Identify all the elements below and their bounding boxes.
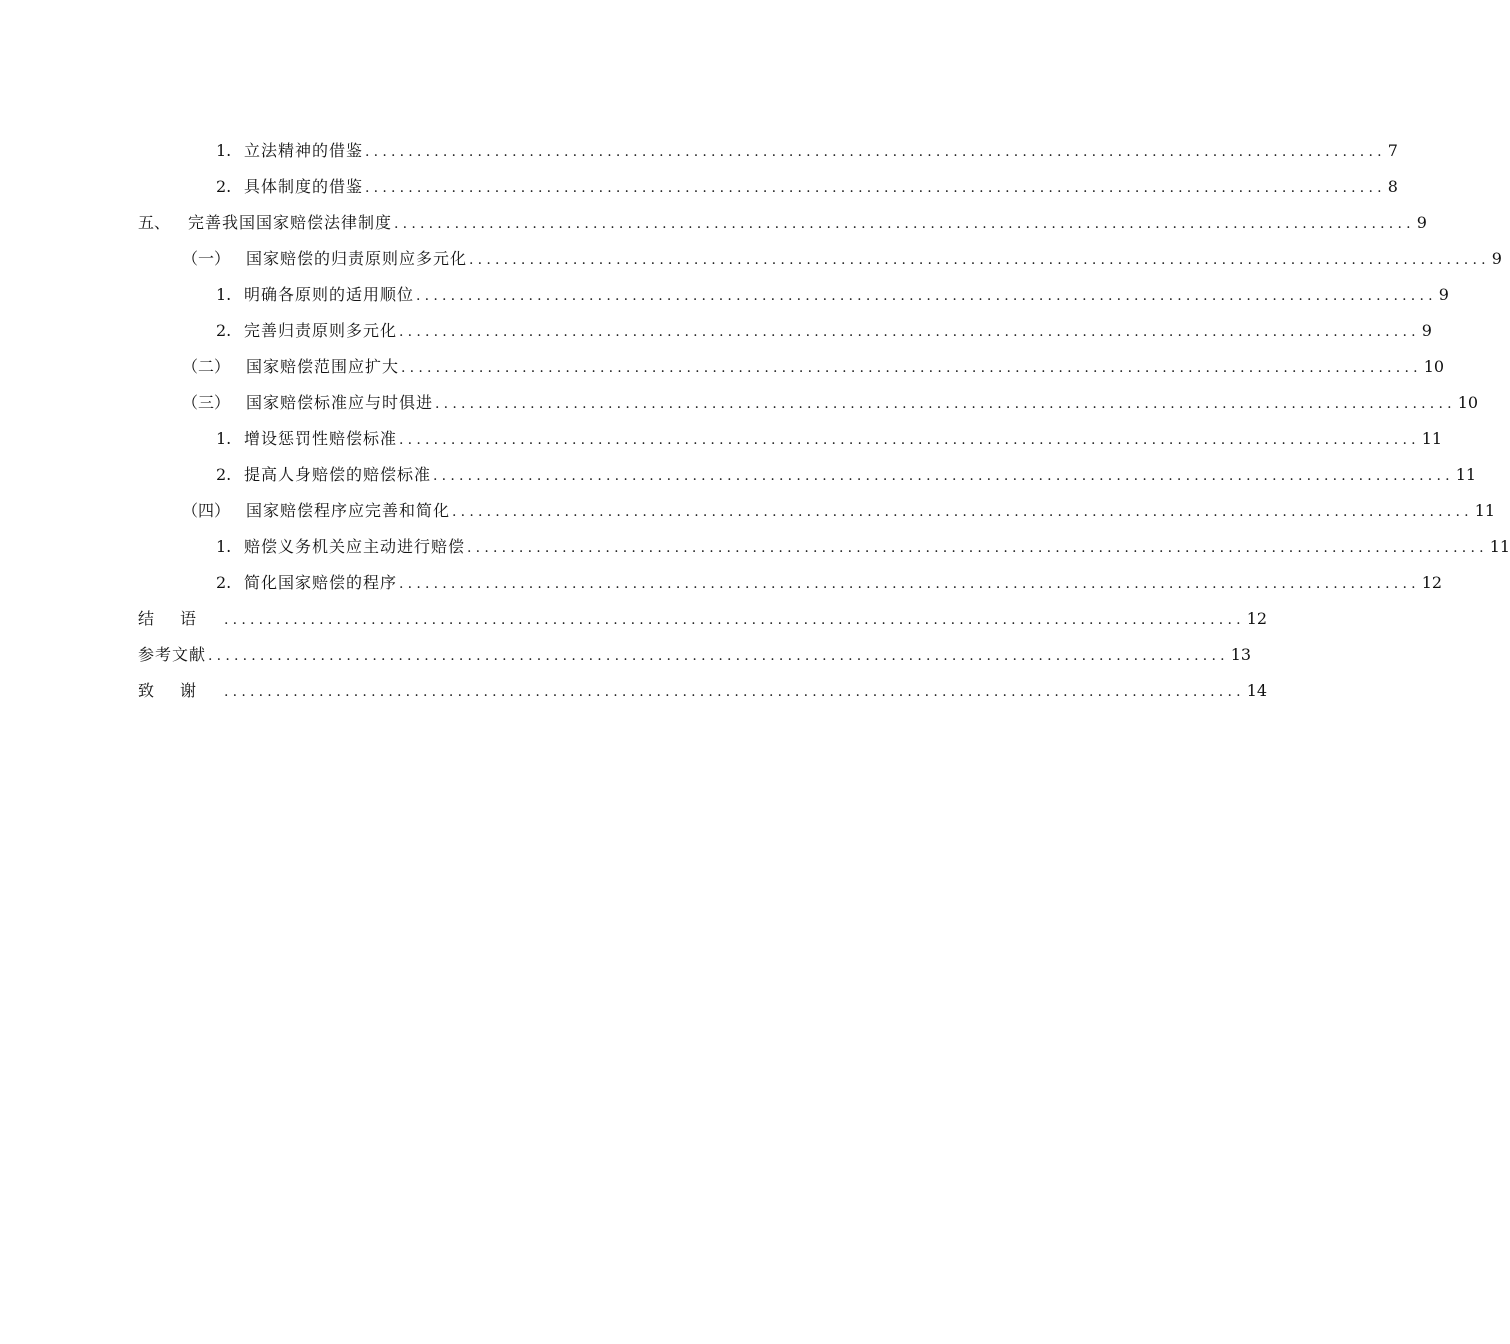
toc-entry[interactable] bbox=[138, 385, 1479, 421]
toc-leader-dots: ...................................................................................................................... bbox=[224, 684, 1245, 700]
toc-entry-number: （一） bbox=[182, 249, 231, 268]
toc-entry-title: 明确各原则的适用顺位 bbox=[244, 285, 415, 304]
toc-leader-dots: ...................................................................................................................... bbox=[399, 432, 1420, 448]
toc-entry-title: 国家赔偿范围应扩大 bbox=[246, 357, 400, 376]
toc-entry[interactable] bbox=[138, 205, 1427, 241]
toc-entry-number: （四） bbox=[182, 501, 231, 520]
toc-entry[interactable] bbox=[138, 565, 1443, 601]
toc-entry-page: 9 bbox=[1438, 285, 1449, 304]
toc-entry-page: 14 bbox=[1246, 681, 1268, 700]
toc-entry-page: 9 bbox=[1416, 213, 1427, 232]
toc-entry-number: 2. bbox=[216, 573, 232, 592]
toc-entry-title: 增设惩罚性赔偿标准 bbox=[244, 429, 398, 448]
toc-entry-number: （二） bbox=[182, 357, 231, 376]
toc-entry[interactable] bbox=[138, 313, 1432, 349]
toc-entry[interactable] bbox=[138, 277, 1449, 313]
toc-entry-page: 11 bbox=[1489, 537, 1510, 556]
toc-leader-dots: ...................................................................................................................... bbox=[224, 612, 1245, 628]
toc-entry-title: 致谢 bbox=[138, 681, 223, 700]
toc-leader-dots: ...................................................................................................................... bbox=[469, 252, 1490, 268]
toc-entry-number: （三） bbox=[182, 393, 231, 412]
toc-entry-title: 国家赔偿程序应完善和简化 bbox=[246, 501, 451, 520]
toc-entry-page: 11 bbox=[1474, 501, 1496, 520]
toc-entry-title: 完善归责原则多元化 bbox=[244, 321, 398, 340]
toc-entry-title: 参考文献 bbox=[138, 645, 207, 664]
toc-entry-page: 12 bbox=[1421, 573, 1443, 592]
toc-leader-dots: ...................................................................................................................... bbox=[394, 216, 1415, 232]
toc-leader-dots: ...................................................................................................................... bbox=[365, 144, 1386, 160]
toc-entry-title: 完善我国国家赔偿法律制度 bbox=[188, 213, 393, 232]
toc-entry[interactable] bbox=[138, 529, 1510, 565]
toc-leader-dots: ...................................................................................................................... bbox=[433, 468, 1454, 484]
toc-leader-dots: ...................................................................................................................... bbox=[416, 288, 1437, 304]
toc-entry-number: 2. bbox=[216, 465, 232, 484]
toc-entry-page: 10 bbox=[1457, 393, 1479, 412]
toc-entry-page: 9 bbox=[1491, 249, 1502, 268]
toc-entry-title: 具体制度的借鉴 bbox=[244, 177, 364, 196]
toc-entry-page: 13 bbox=[1230, 645, 1252, 664]
toc-leader-dots: ...................................................................................................................... bbox=[208, 648, 1229, 664]
toc-leader-dots: ...................................................................................................................... bbox=[467, 540, 1488, 556]
toc-entry[interactable] bbox=[138, 493, 1496, 529]
toc-entry-references[interactable] bbox=[138, 637, 1252, 673]
toc-entry-page: 7 bbox=[1387, 141, 1398, 160]
toc-entry-title: 提高人身赔偿的赔偿标准 bbox=[244, 465, 432, 484]
toc-entry-page: 9 bbox=[1421, 321, 1432, 340]
toc-entry-number: 1. bbox=[216, 141, 232, 160]
toc-entry[interactable] bbox=[138, 349, 1445, 385]
toc-entry-number: 1. bbox=[216, 429, 232, 448]
toc-entry-page: 12 bbox=[1246, 609, 1268, 628]
toc-leader-dots: ...................................................................................................................... bbox=[435, 396, 1456, 412]
table-of-contents bbox=[138, 133, 1510, 709]
toc-leader-dots: ...................................................................................................................... bbox=[401, 360, 1422, 376]
toc-entry[interactable] bbox=[138, 241, 1502, 277]
toc-entry-title: 立法精神的借鉴 bbox=[244, 141, 364, 160]
toc-entry-title: 赔偿义务机关应主动进行赔偿 bbox=[244, 537, 466, 556]
toc-entry-page: 11 bbox=[1455, 465, 1477, 484]
toc-entry-title: 结语 bbox=[138, 609, 223, 628]
toc-leader-dots: ...................................................................................................................... bbox=[399, 324, 1420, 340]
toc-entry-number: 1. bbox=[216, 537, 232, 556]
toc-leader-dots: ...................................................................................................................... bbox=[365, 180, 1386, 196]
toc-leader-dots: ...................................................................................................................... bbox=[452, 504, 1473, 520]
toc-entry-number: 2. bbox=[216, 177, 232, 196]
toc-entry-number: 五、 bbox=[138, 213, 171, 232]
toc-entry-title: 简化国家赔偿的程序 bbox=[244, 573, 398, 592]
toc-entry[interactable] bbox=[138, 421, 1443, 457]
toc-entry[interactable] bbox=[138, 169, 1398, 205]
toc-entry-title: 国家赔偿标准应与时俱进 bbox=[246, 393, 434, 412]
toc-entry-number: 1. bbox=[216, 285, 232, 304]
toc-entry-page: 8 bbox=[1387, 177, 1398, 196]
toc-entry-page: 11 bbox=[1421, 429, 1443, 448]
toc-entry-page: 10 bbox=[1423, 357, 1445, 376]
toc-entry-acknowledgements[interactable] bbox=[138, 673, 1268, 709]
toc-entry[interactable] bbox=[138, 457, 1477, 493]
toc-leader-dots: ...................................................................................................................... bbox=[399, 576, 1420, 592]
toc-entry[interactable] bbox=[138, 133, 1398, 169]
toc-entry-number: 2. bbox=[216, 321, 232, 340]
toc-entry-title: 国家赔偿的归责原则应多元化 bbox=[246, 249, 468, 268]
toc-entry-conclusion[interactable] bbox=[138, 601, 1268, 637]
